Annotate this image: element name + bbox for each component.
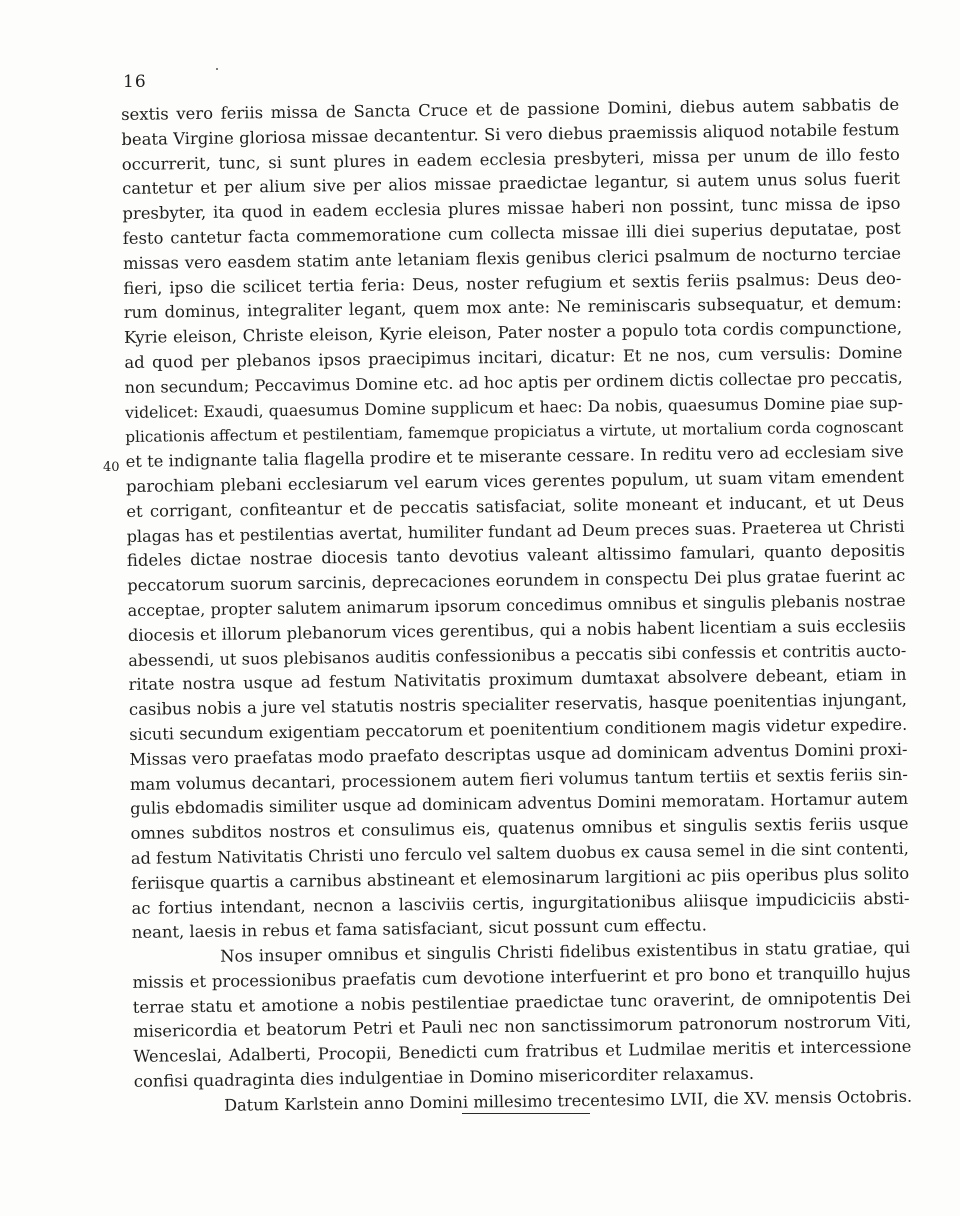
print-speck	[216, 68, 218, 70]
text-line: sextis vero feriis missa de Sancta Cruce et de passione Domini, diebus autem sabbatis de	[121, 94, 900, 124]
text-line: occurrerit, tunc, si sunt plures in eadem ecclesia presbyteri, missa per unum de illo festo	[121, 144, 900, 174]
text-line: abessendi, ut suos plebisanos auditis confessionibus a peccatis sibi confessis et contritis aucto-	[128, 640, 907, 670]
text-line: Wenceslai, Adalberti, Procopii, Benedicti cum fratribus et Ludmilae meritis et intercessione	[133, 1037, 912, 1067]
text-line: missas vero easdem statim ante letaniam flexis genibus clerici psalmum de nocturno terciae	[122, 243, 902, 273]
text-line: parochiam plebani ecclesiarum vel earum vices gerentes populum, ut suam vitam emendent	[125, 466, 905, 496]
text-line: et corrigant, confiteantur et de peccatis satisfaciat, solite moneant et inducant, et ut Deus	[126, 491, 905, 521]
text-line: sicuti secundum exigentiam peccatorum et poenitentium conditionem magis videtur expedire.	[129, 714, 908, 744]
text-line: peccatorum suorum sarcinis, deprecaciones eorundem in conspectu Dei plus gratae fuerint ac	[127, 565, 906, 596]
text-line: gulis ebdomadis similiter usque ad dominicam adventus Domini memoratam. Hortamur autem	[130, 789, 909, 819]
margin-line-number: 40	[103, 460, 120, 475]
second-paragraph	[132, 936, 912, 1095]
text-line: fideles dictae nostrae diocesis tanto devotius valeant altissimo famulari, quanto depositis	[126, 541, 906, 571]
text-line: festo cantetur facta commemoratione cum collecta missae illi diei superius deputatae, post	[122, 218, 901, 248]
text-line: ritate nostra usque ad festum Nativitatis proximum dumtaxat absolvere debeant, etiam in	[128, 665, 907, 695]
text-line: plicationis affectum et pestilentiam, famemque propiciatus a virtute, ut mortalium corda cognoscant	[125, 418, 904, 447]
dating-line: Datum Karlstein anno Domini millesimo trecentesimo LVII, die XV. mensis Octobris.	[224, 1086, 913, 1115]
text-line: missis et processionibus praefatis cum devotione interfuerint et pro bono et tranquillo hujus	[132, 962, 911, 992]
text-line: neant, laesis in rebus et fama satisfaciant, sicut possunt cum effectu.	[131, 915, 707, 943]
text-line: Nos insuper omnibus et singulis Christi fidelibus existentibus in statu gratiae, qui	[220, 937, 911, 966]
text-line: fieri, ipso die scilicet tertia feria: Deus, noster refugium et sextis feriis psalmus: Deus deo-	[123, 268, 902, 298]
text-line: et te indignante talia flagella prodire et te miserante cessare. In reditu vero ad ecclesiam sive	[125, 441, 904, 472]
page-number: 16	[123, 72, 147, 92]
text-line: rum dominus, integraliter legant, quem mox ante: Ne reminiscaris subsequatur, et demum:	[123, 293, 902, 323]
text-line: ac fortius intendant, necnon a lasciviis certis, ingurgitationibus aliisque impudiciciis absti-	[131, 888, 910, 918]
text-line: ad quod per plebanos ipsos praecipimus incitari, dicatur: Et ne nos, cum versulis: Domine	[124, 342, 903, 372]
text-line: ad festum Nativitatis Christi uno ferculo vel saltem duobus ex causa semel in die sint contenti,	[130, 838, 909, 868]
text-line: casibus nobis a jure vel statutis nostris specialiter reservatis, hasque poenitentias injungant,	[128, 689, 907, 720]
text-line: terrae statu et amotione a nobis pestilentiae praedictae tunc oraverint, de omnipotentis Dei	[132, 987, 911, 1017]
text-line: presbyter, ita quod in eadem ecclesia plures missae haberi non possint, tunc missa de ipso	[122, 193, 901, 224]
text-line: feriisque quartis a carnibus abstineant et elemosinarum largitioni ac piis operibus plus solito	[131, 863, 910, 893]
first-paragraph	[121, 93, 910, 946]
closing-rule	[462, 1113, 590, 1114]
text-line: confisi quadraginta dies indulgentiae in Domino misericorditer relaxamus.	[133, 1063, 755, 1091]
text-line: Missas vero praefatas modo praefato descriptas usque ad dominicam adventus Domini proxi-	[129, 739, 908, 769]
text-column	[121, 93, 912, 1120]
text-line: plagas has et pestilentias avertat, humiliter fundant ad Deum preces suas. Praeterea ut Christi	[126, 516, 905, 546]
text-line: non secundum; Peccavimus Domine etc. ad hoc aptis per ordinem dictis collectae pro peccatis,	[124, 367, 903, 397]
text-line: misericordia et beatorum Petri et Pauli nec non sanctissimorum patronorum nostrorum Viti,	[133, 1012, 912, 1042]
text-line: diocesis et illorum plebanorum vices gerentibus, qui a nobis habent licentiam a suis ecclesiis	[127, 615, 907, 645]
text-line: cantetur et per alium sive per alios missae praedictae legantur, si autem unus solus fuerit	[121, 169, 901, 199]
text-line: omnes subditos nostros et consulimus eis, quatenus omnibus et singulis sextis feriis usque	[130, 813, 909, 844]
text-line: videlicet: Exaudi, quaesumus Domine supplicum et haec: Da nobis, quaesumus Domine piae sup-	[124, 392, 904, 422]
text-line: acceptae, propter salutem animarum ipsorum concedimus omnibus et singulis plebanis nostrae	[127, 590, 906, 620]
text-line: Kyrie eleison, Christe eleison, Kyrie eleison, Pater noster a populo tota cordis compunctione,	[123, 317, 903, 348]
text-line: mam volumus decantari, processionem autem fieri volumus tantum tertiis et sextis feriis sin-	[129, 764, 908, 794]
text-line: beata Virgine gloriosa missae decantentur. Si vero diebus praemissis aliquod notabile festum	[121, 119, 900, 149]
